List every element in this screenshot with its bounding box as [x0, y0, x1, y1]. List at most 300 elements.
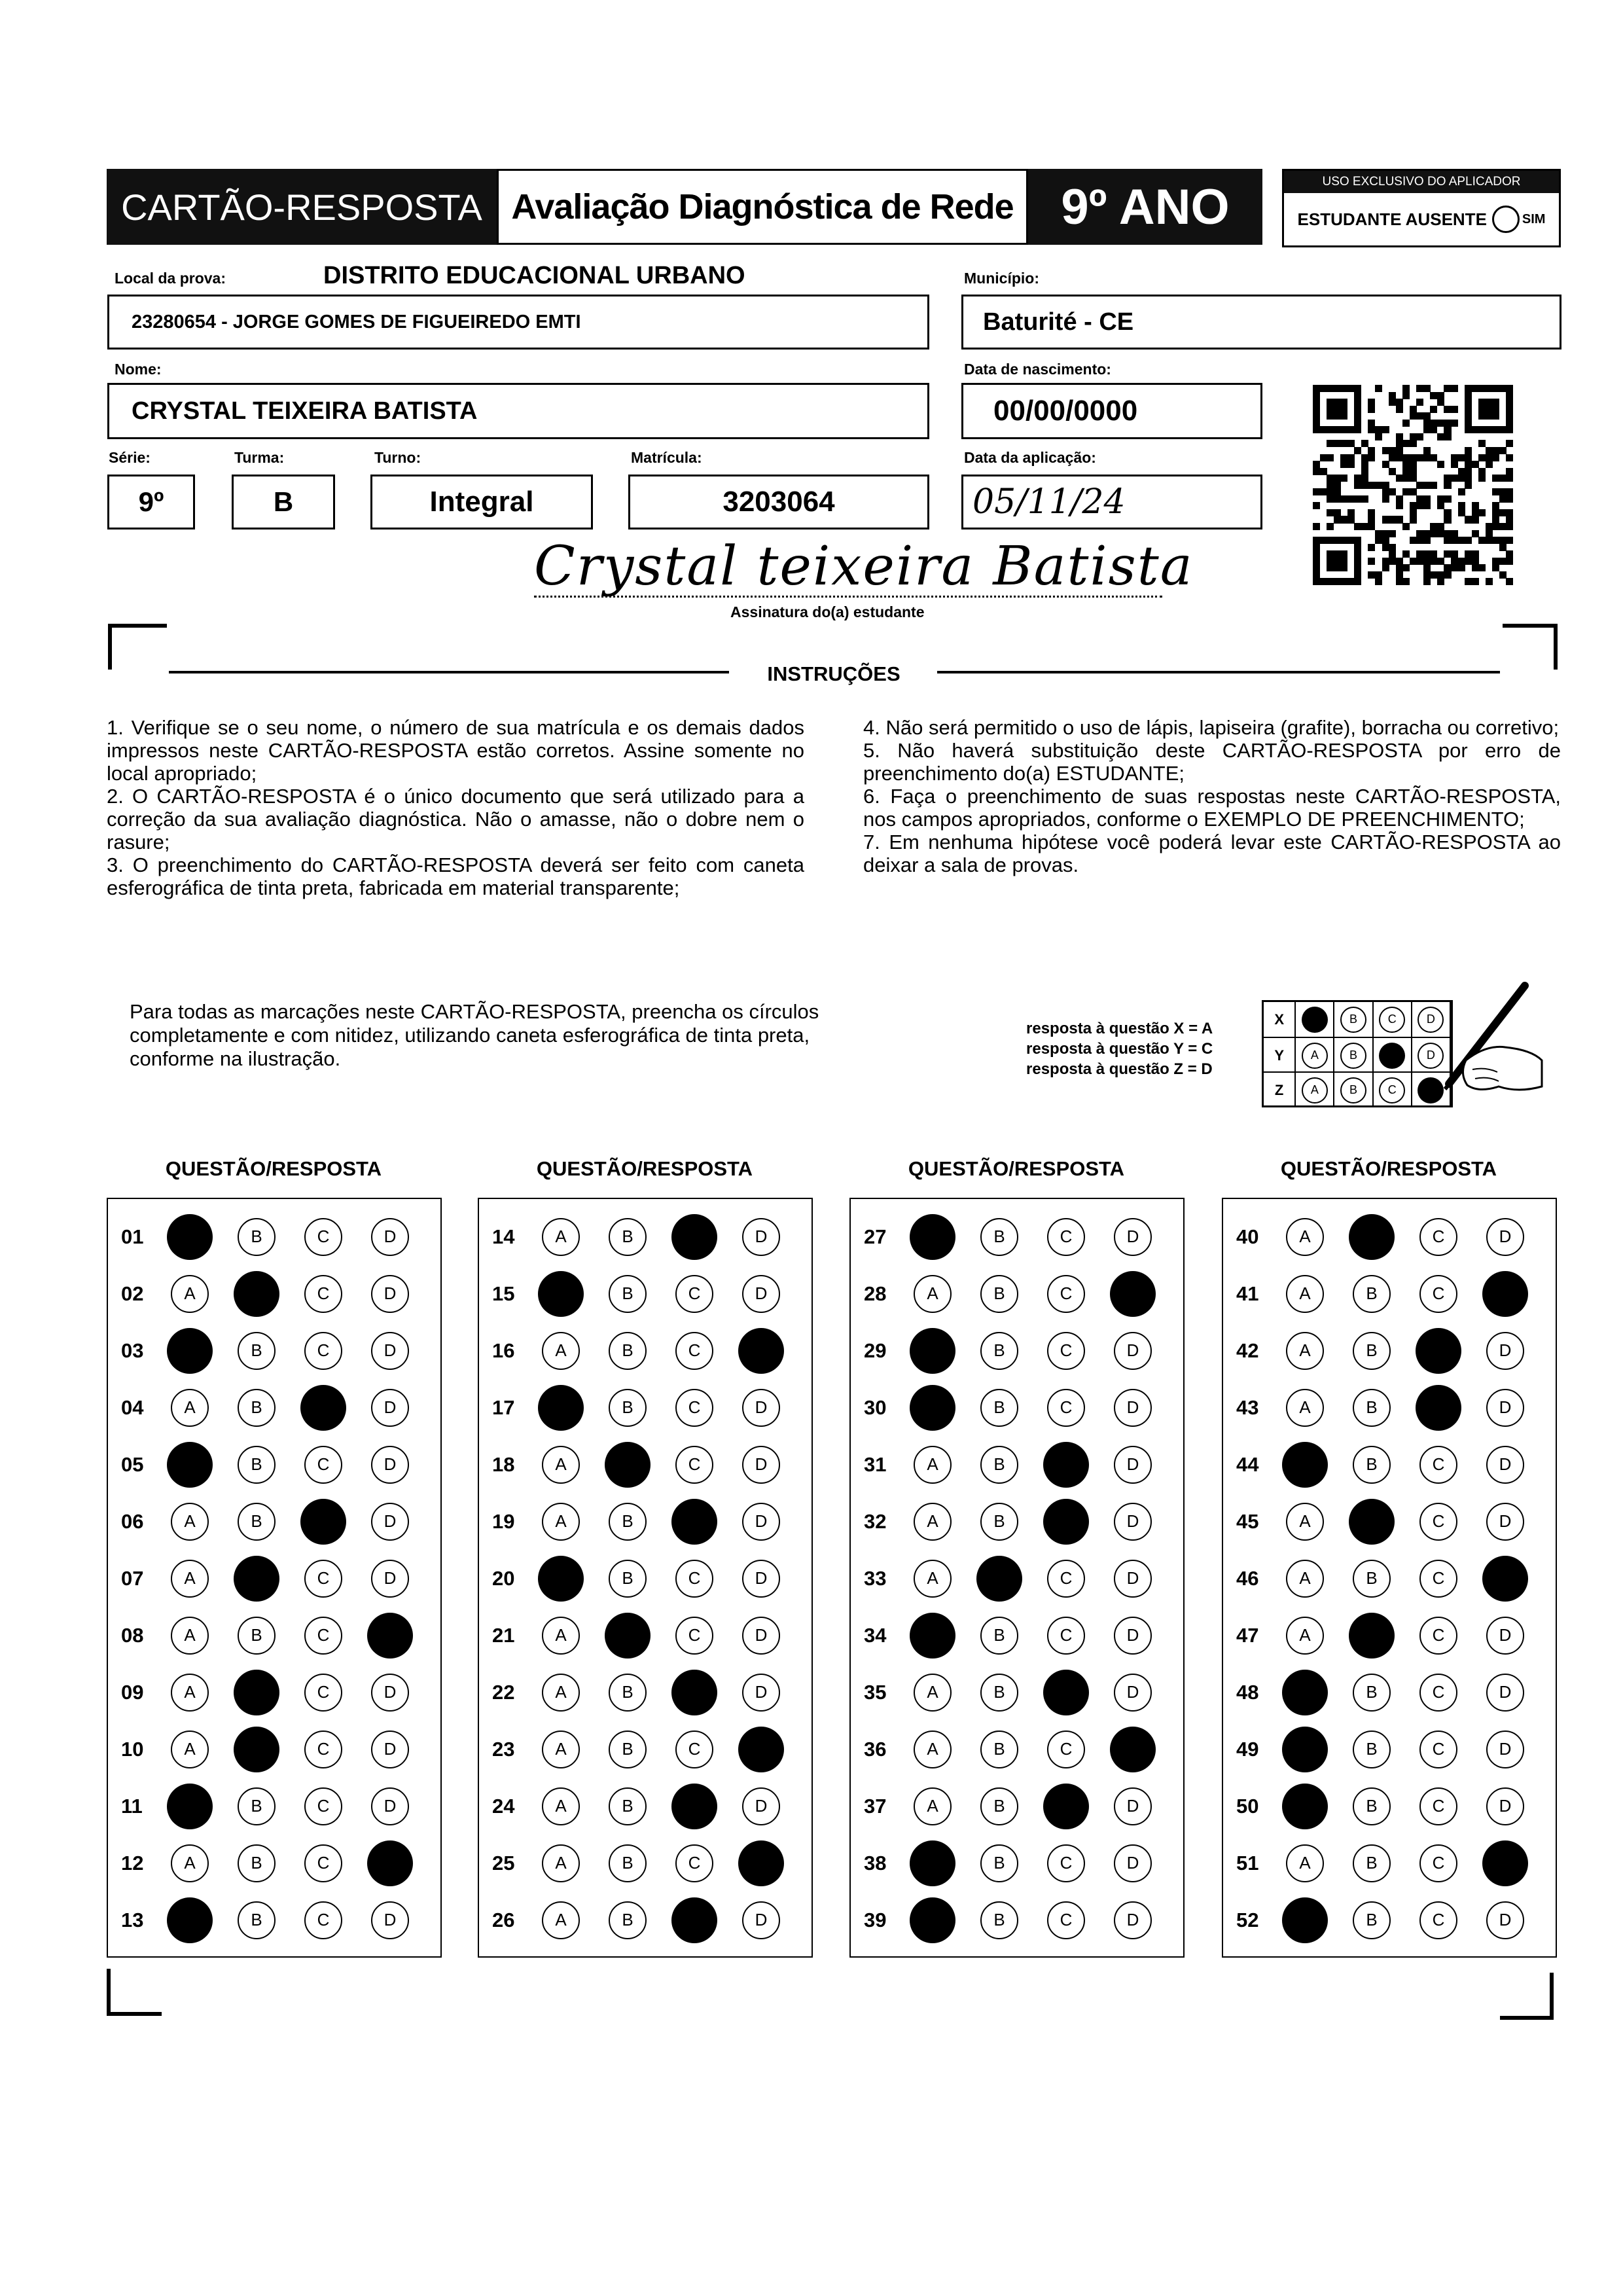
answer-bubble-b[interactable]: B [609, 1844, 647, 1882]
question-number: 14 [492, 1225, 515, 1248]
answer-bubble-a[interactable]: A [542, 1731, 580, 1768]
answer-bubble-c[interactable] [1416, 1385, 1461, 1431]
answer-bubble-d[interactable]: D [1114, 1617, 1152, 1655]
answer-bubble-b[interactable]: B [980, 1901, 1018, 1939]
assessment-title: Avaliação Diagnóstica de Rede [497, 169, 1028, 245]
answer-bubble-a[interactable]: A [171, 1503, 209, 1541]
answer-bubble-b[interactable] [605, 1613, 651, 1659]
answer-bubble-c[interactable] [1043, 1784, 1089, 1829]
answer-bubble-d[interactable] [1482, 1556, 1528, 1602]
corner-marker-tl [108, 624, 167, 628]
qr-module [1313, 399, 1320, 406]
answer-bubble-d[interactable]: D [371, 1218, 409, 1256]
answer-bubble-c[interactable] [1043, 1442, 1089, 1488]
applicator-box [1282, 169, 1561, 247]
answer-row [108, 1778, 440, 1835]
answer-bubble-a[interactable] [910, 1897, 955, 1943]
answer-column [1222, 1198, 1557, 1958]
answer-bubble-d[interactable] [1482, 1271, 1528, 1317]
answer-bubble-a[interactable] [1282, 1784, 1328, 1829]
answer-bubble-b[interactable]: B [238, 1503, 276, 1541]
question-number: 44 [1236, 1452, 1259, 1476]
answer-bubble-b[interactable]: B [1353, 1446, 1391, 1484]
answer-bubble-d[interactable]: D [1114, 1332, 1152, 1370]
qr-module [1465, 550, 1472, 558]
answer-bubble-d[interactable]: D [742, 1503, 780, 1541]
answer-bubble-d[interactable] [738, 1328, 784, 1374]
answer-bubble-b[interactable] [1349, 1214, 1395, 1260]
answer-bubble-a[interactable] [910, 1840, 955, 1886]
answer-bubble-c[interactable]: C [1047, 1218, 1085, 1256]
qr-module [1506, 468, 1513, 475]
instruction-item: 1. Verifique se o seu nome, o número de sua matrícula e os demais dados impressos neste CARTÃO-RESPOSTA estão corretos. Assine somente no local apropriado; [107, 716, 804, 785]
qr-module [1320, 426, 1327, 433]
answer-bubble-d[interactable]: D [742, 1787, 780, 1825]
answer-bubble-d[interactable]: D [1486, 1901, 1524, 1939]
answer-bubble-d[interactable]: D [1486, 1218, 1524, 1256]
answer-bubble-c[interactable]: C [1047, 1844, 1085, 1882]
answer-bubble-c[interactable]: C [1419, 1503, 1457, 1541]
answer-bubble-c[interactable]: C [675, 1275, 713, 1313]
answer-bubble-d[interactable] [367, 1613, 413, 1659]
answer-bubble-c[interactable] [671, 1784, 717, 1829]
answer-bubble-a[interactable]: A [914, 1446, 952, 1484]
qr-module [1492, 454, 1499, 461]
answer-bubble-b[interactable]: B [1353, 1844, 1391, 1882]
qr-module [1410, 454, 1417, 461]
answer-bubble-c[interactable] [671, 1670, 717, 1715]
qr-module [1423, 482, 1431, 489]
answer-bubble-b[interactable]: B [609, 1787, 647, 1825]
answer-bubble-b[interactable] [234, 1670, 279, 1715]
answer-bubble-b[interactable]: B [980, 1674, 1018, 1712]
answer-bubble-a[interactable]: A [1286, 1503, 1324, 1541]
answer-bubble-d[interactable]: D [1114, 1674, 1152, 1712]
answer-bubble-d[interactable] [1110, 1271, 1156, 1317]
answer-bubble-c[interactable]: C [1047, 1901, 1085, 1939]
answer-bubble-a[interactable] [167, 1214, 213, 1260]
answer-bubble-b[interactable]: B [609, 1389, 647, 1427]
answer-bubble-a[interactable]: A [914, 1560, 952, 1598]
answer-bubble-d[interactable]: D [1114, 1446, 1152, 1484]
qr-module [1492, 399, 1499, 406]
answer-bubble-c[interactable]: C [1419, 1617, 1457, 1655]
question-number: 51 [1236, 1851, 1259, 1874]
answer-bubble-a[interactable]: A [1286, 1275, 1324, 1313]
qr-module [1334, 578, 1341, 585]
qr-module [1368, 571, 1375, 579]
answer-bubble-b[interactable]: B [238, 1787, 276, 1825]
answer-bubble-d[interactable]: D [1486, 1617, 1524, 1655]
answer-bubble-c[interactable]: C [1047, 1332, 1085, 1370]
qr-module [1347, 426, 1355, 433]
answer-bubble-c[interactable]: C [675, 1844, 713, 1882]
answer-bubble-b[interactable] [976, 1556, 1022, 1602]
answer-bubble-d[interactable]: D [371, 1674, 409, 1712]
answer-bubble-b[interactable]: B [980, 1731, 1018, 1768]
answer-bubble-a[interactable]: A [542, 1901, 580, 1939]
answer-bubble-b[interactable]: B [609, 1731, 647, 1768]
qr-module [1327, 454, 1334, 461]
answer-bubble-c[interactable]: C [1419, 1844, 1457, 1882]
answer-bubble-d[interactable]: D [1486, 1503, 1524, 1541]
answer-bubble-c[interactable]: C [304, 1787, 342, 1825]
nascimento-label: Data de nascimento: [964, 361, 1111, 378]
answer-bubble-a[interactable] [167, 1784, 213, 1829]
answer-bubble-c[interactable]: C [1047, 1275, 1085, 1313]
answer-row [108, 1835, 440, 1892]
qr-module [1375, 385, 1382, 392]
answer-bubble-d[interactable]: D [742, 1674, 780, 1712]
answer-bubble-d[interactable]: D [1486, 1731, 1524, 1768]
qr-code [1313, 385, 1513, 585]
qr-module [1410, 475, 1417, 482]
answer-bubble-a[interactable] [1282, 1670, 1328, 1715]
answer-bubble-b[interactable]: B [238, 1218, 276, 1256]
answer-bubble-a[interactable] [167, 1442, 213, 1488]
answer-bubble-b[interactable]: B [238, 1901, 276, 1939]
answer-row [479, 1607, 812, 1664]
answer-bubble-b[interactable]: B [980, 1787, 1018, 1825]
answer-bubble-a[interactable]: A [1286, 1389, 1324, 1427]
qr-module [1313, 420, 1320, 427]
answer-bubble-c[interactable]: C [675, 1332, 713, 1370]
instructions-left [107, 716, 804, 899]
answer-bubble-b[interactable] [234, 1271, 279, 1317]
answer-bubble-b[interactable]: B [238, 1389, 276, 1427]
answer-bubble-a[interactable]: A [171, 1844, 209, 1882]
answer-bubble-a[interactable] [1282, 1727, 1328, 1772]
answer-bubble-d[interactable]: D [1114, 1218, 1152, 1256]
qr-module [1478, 537, 1486, 544]
answer-bubble-b[interactable]: B [980, 1218, 1018, 1256]
answer-bubble-a[interactable] [167, 1897, 213, 1943]
answer-bubble-d[interactable] [1110, 1727, 1156, 1772]
answer-bubble-a[interactable]: A [1286, 1617, 1324, 1655]
nascimento-field: 00/00/0000 [961, 383, 1262, 439]
answer-bubble-b[interactable] [234, 1556, 279, 1602]
answer-row [1223, 1835, 1556, 1892]
answer-bubble-c[interactable]: C [304, 1560, 342, 1598]
answer-bubble-a[interactable]: A [914, 1674, 952, 1712]
answer-bubble-c[interactable] [1416, 1328, 1461, 1374]
answer-bubble-d[interactable]: D [742, 1560, 780, 1598]
answer-bubble-b[interactable]: B [1353, 1787, 1391, 1825]
answer-bubble-d[interactable] [1482, 1840, 1528, 1886]
answer-bubble-b[interactable]: B [1353, 1389, 1391, 1427]
answer-bubble-b[interactable]: B [1353, 1674, 1391, 1712]
answer-bubble-b[interactable] [234, 1727, 279, 1772]
matricula-label: Matrícula: [631, 449, 702, 466]
answer-bubble-a[interactable]: A [1286, 1844, 1324, 1882]
answer-bubble-b[interactable]: B [1353, 1901, 1391, 1939]
answer-bubble-a[interactable]: A [914, 1787, 952, 1825]
answer-row [108, 1322, 440, 1379]
corner-marker-tl-v [108, 624, 112, 670]
qr-module [1416, 530, 1423, 537]
example-line: resposta à questão Y = C [1026, 1040, 1213, 1058]
answer-bubble-c[interactable]: C [675, 1389, 713, 1427]
answer-bubble-b[interactable]: B [980, 1332, 1018, 1370]
answer-bubble-a[interactable] [910, 1328, 955, 1374]
answer-bubble-d[interactable]: D [1114, 1503, 1152, 1541]
answer-bubble-a[interactable] [1282, 1897, 1328, 1943]
qr-module [1416, 495, 1423, 503]
answer-bubble-c[interactable]: C [675, 1617, 713, 1655]
qr-module [1347, 509, 1355, 516]
qr-module [1478, 509, 1486, 516]
answer-bubble-d[interactable]: D [1486, 1787, 1524, 1825]
qr-module [1396, 558, 1403, 565]
answer-bubble-c[interactable]: C [675, 1560, 713, 1598]
answer-bubble-d[interactable]: D [742, 1389, 780, 1427]
answer-bubble-a[interactable] [538, 1271, 584, 1317]
answer-bubble-c[interactable] [671, 1214, 717, 1260]
answer-bubble-c[interactable]: C [304, 1446, 342, 1484]
answer-bubble-c[interactable]: C [304, 1844, 342, 1882]
qr-module [1375, 537, 1382, 544]
answer-bubble-d[interactable]: D [371, 1560, 409, 1598]
answer-bubble-c[interactable]: C [304, 1731, 342, 1768]
qr-module [1347, 454, 1355, 461]
answer-bubble-d[interactable]: D [742, 1275, 780, 1313]
answer-bubble-a[interactable]: A [542, 1503, 580, 1541]
answer-bubble-a[interactable] [910, 1214, 955, 1260]
answer-bubble-d[interactable]: D [1486, 1674, 1524, 1712]
answer-bubble-a[interactable] [910, 1385, 955, 1431]
answer-bubble-b[interactable]: B [238, 1844, 276, 1882]
answer-bubble-b[interactable]: B [1353, 1560, 1391, 1598]
qr-module [1327, 523, 1334, 530]
answer-bubble-c[interactable]: C [304, 1332, 342, 1370]
absent-checkbox[interactable] [1492, 206, 1520, 233]
answer-row [479, 1778, 812, 1835]
qr-module [1437, 558, 1444, 565]
answer-bubble-d[interactable]: D [1486, 1332, 1524, 1370]
answer-bubble-a[interactable] [538, 1385, 584, 1431]
answer-bubble-c[interactable]: C [1047, 1389, 1085, 1427]
answer-bubble-a[interactable]: A [542, 1446, 580, 1484]
answer-bubble-b[interactable]: B [980, 1844, 1018, 1882]
answer-bubble-d[interactable]: D [371, 1275, 409, 1313]
answer-row [1223, 1436, 1556, 1493]
answer-bubble-a[interactable]: A [542, 1787, 580, 1825]
answer-bubble-c[interactable]: C [1419, 1901, 1457, 1939]
answer-bubble-a[interactable]: A [542, 1332, 580, 1370]
answer-bubble-a[interactable]: A [171, 1617, 209, 1655]
question-number: 06 [121, 1509, 144, 1533]
answer-bubble-a[interactable] [538, 1556, 584, 1602]
answer-bubble-c[interactable]: C [304, 1275, 342, 1313]
qr-module [1472, 385, 1479, 392]
answer-bubble-c[interactable] [671, 1499, 717, 1545]
answer-bubble-c[interactable]: C [1047, 1560, 1085, 1598]
qr-module [1444, 385, 1451, 392]
qr-module [1478, 468, 1486, 475]
answer-bubble-a[interactable]: A [914, 1275, 952, 1313]
example-row [1264, 1071, 1451, 1107]
answer-bubble-a[interactable]: A [542, 1218, 580, 1256]
question-number: 22 [492, 1680, 515, 1704]
answer-bubble-a[interactable]: A [171, 1560, 209, 1598]
answer-bubble-c[interactable] [671, 1897, 717, 1943]
answer-bubble-b[interactable]: B [980, 1617, 1018, 1655]
qr-module [1347, 385, 1355, 392]
answer-row [851, 1835, 1183, 1892]
answer-bubble-b[interactable] [605, 1442, 651, 1488]
answer-bubble-c[interactable] [1043, 1499, 1089, 1545]
answer-bubble-a[interactable] [910, 1613, 955, 1659]
card-title: CARTÃO-RESPOSTA [107, 169, 497, 245]
qr-module [1499, 426, 1507, 433]
answer-row [108, 1493, 440, 1550]
answer-bubble-d[interactable]: D [1114, 1844, 1152, 1882]
answer-bubble-b[interactable]: B [1353, 1332, 1391, 1370]
qr-module [1492, 406, 1499, 413]
answer-bubble-c[interactable]: C [675, 1731, 713, 1768]
example-cell [1296, 1002, 1334, 1037]
qr-module [1354, 544, 1361, 551]
answer-bubble-a[interactable]: A [542, 1674, 580, 1712]
answer-bubble-d[interactable]: D [742, 1617, 780, 1655]
answer-bubble-b[interactable]: B [238, 1332, 276, 1370]
answer-bubble-b[interactable]: B [238, 1446, 276, 1484]
answer-bubble-b[interactable] [1349, 1499, 1395, 1545]
example-bubble-c: C [1379, 1077, 1405, 1103]
answer-bubble-a[interactable] [167, 1328, 213, 1374]
answer-bubble-d[interactable]: D [1114, 1560, 1152, 1598]
qr-module [1382, 558, 1389, 565]
answer-bubble-c[interactable]: C [1419, 1674, 1457, 1712]
qr-module [1499, 544, 1507, 551]
answer-bubble-c[interactable]: C [675, 1446, 713, 1484]
answer-bubble-b[interactable]: B [609, 1332, 647, 1370]
answer-bubble-d[interactable]: D [1114, 1901, 1152, 1939]
answer-bubble-c[interactable]: C [1419, 1275, 1457, 1313]
answer-bubble-b[interactable]: B [609, 1218, 647, 1256]
answer-bubble-d[interactable]: D [742, 1901, 780, 1939]
answer-bubble-a[interactable]: A [914, 1503, 952, 1541]
answer-bubble-c[interactable]: C [1419, 1446, 1457, 1484]
answer-bubble-d[interactable]: D [371, 1787, 409, 1825]
answer-bubble-b[interactable]: B [980, 1503, 1018, 1541]
question-number: 46 [1236, 1566, 1259, 1590]
qr-module [1340, 578, 1347, 585]
answer-bubble-a[interactable]: A [171, 1731, 209, 1768]
qr-module [1472, 516, 1479, 523]
answer-bubble-b[interactable]: B [1353, 1731, 1391, 1768]
answer-bubble-c[interactable]: C [1419, 1560, 1457, 1598]
answer-bubble-d[interactable]: D [371, 1332, 409, 1370]
qr-module [1320, 578, 1327, 585]
answer-bubble-d[interactable]: D [1114, 1787, 1152, 1825]
question-number: 11 [121, 1794, 143, 1818]
answer-bubble-a[interactable] [1282, 1442, 1328, 1488]
answer-bubble-c[interactable] [1043, 1670, 1089, 1715]
answer-bubble-c[interactable]: C [1419, 1787, 1457, 1825]
answer-bubble-d[interactable]: D [742, 1218, 780, 1256]
answer-bubble-d[interactable]: D [1486, 1389, 1524, 1427]
example-line: resposta à questão X = A [1026, 1020, 1213, 1037]
answer-bubble-a[interactable]: A [171, 1674, 209, 1712]
answer-bubble-c[interactable] [300, 1385, 346, 1431]
answer-row [479, 1550, 812, 1607]
answer-bubble-a[interactable]: A [542, 1617, 580, 1655]
answer-bubble-d[interactable]: D [742, 1446, 780, 1484]
answer-bubble-b[interactable]: B [980, 1446, 1018, 1484]
answer-bubble-c[interactable] [300, 1499, 346, 1545]
answer-bubble-c[interactable]: C [304, 1674, 342, 1712]
answer-bubble-d[interactable]: D [371, 1731, 409, 1768]
question-number: 08 [121, 1623, 144, 1647]
answer-bubble-d[interactable] [738, 1840, 784, 1886]
question-number: 50 [1236, 1794, 1259, 1818]
answer-bubble-d[interactable]: D [371, 1446, 409, 1484]
qr-module [1437, 523, 1444, 530]
question-number: 10 [121, 1737, 144, 1761]
qr-module [1430, 571, 1437, 579]
answer-bubble-c[interactable]: C [1047, 1731, 1085, 1768]
answer-bubble-b[interactable]: B [238, 1617, 276, 1655]
answer-bubble-c[interactable]: C [1419, 1731, 1457, 1768]
answer-bubble-a[interactable]: A [171, 1275, 209, 1313]
answer-bubble-d[interactable]: D [1114, 1389, 1152, 1427]
qr-module [1458, 502, 1465, 509]
answer-bubble-d[interactable] [367, 1840, 413, 1886]
qr-module [1354, 385, 1361, 392]
qr-module [1423, 537, 1431, 544]
answer-bubble-d[interactable]: D [371, 1389, 409, 1427]
answer-bubble-b[interactable]: B [609, 1275, 647, 1313]
answer-bubble-c[interactable]: C [304, 1617, 342, 1655]
instruction-item: 5. Não haverá substituição deste CARTÃO-RESPOSTA por erro de preenchimento do(a) ESTUDANTE; [863, 739, 1561, 785]
answer-bubble-b[interactable]: B [609, 1901, 647, 1939]
answer-bubble-a[interactable]: A [1286, 1218, 1324, 1256]
answer-bubble-d[interactable]: D [371, 1901, 409, 1939]
answer-bubble-c[interactable]: C [304, 1218, 342, 1256]
answer-bubble-b[interactable]: B [609, 1560, 647, 1598]
qr-module [1375, 426, 1382, 433]
qr-module [1458, 564, 1465, 571]
answer-bubble-a[interactable]: A [171, 1389, 209, 1427]
example-bubble-b: B [1340, 1007, 1366, 1033]
qr-module [1354, 482, 1361, 489]
answer-bubble-d[interactable]: D [371, 1503, 409, 1541]
qr-module [1389, 454, 1396, 461]
answer-bubble-a[interactable]: A [542, 1844, 580, 1882]
answer-bubble-c[interactable]: C [1419, 1218, 1457, 1256]
qr-module [1478, 454, 1486, 461]
answer-bubble-a[interactable]: A [914, 1731, 952, 1768]
answer-bubble-a[interactable]: A [1286, 1560, 1324, 1598]
answer-bubble-c[interactable]: C [1047, 1617, 1085, 1655]
answer-bubble-b[interactable]: B [609, 1503, 647, 1541]
answer-bubble-c[interactable]: C [304, 1901, 342, 1939]
answer-bubble-b[interactable]: B [1353, 1275, 1391, 1313]
answer-bubble-d[interactable] [738, 1727, 784, 1772]
answer-bubble-b[interactable] [1349, 1613, 1395, 1659]
answer-bubble-b[interactable]: B [980, 1275, 1018, 1313]
qr-module [1423, 385, 1431, 392]
qr-module [1334, 564, 1341, 571]
qr-module [1396, 571, 1403, 579]
answer-bubble-b[interactable]: B [980, 1389, 1018, 1427]
answer-bubble-d[interactable]: D [1486, 1446, 1524, 1484]
question-number: 33 [864, 1566, 887, 1590]
answer-bubble-b[interactable]: B [609, 1674, 647, 1712]
qr-module [1340, 550, 1347, 558]
answer-bubble-a[interactable]: A [1286, 1332, 1324, 1370]
